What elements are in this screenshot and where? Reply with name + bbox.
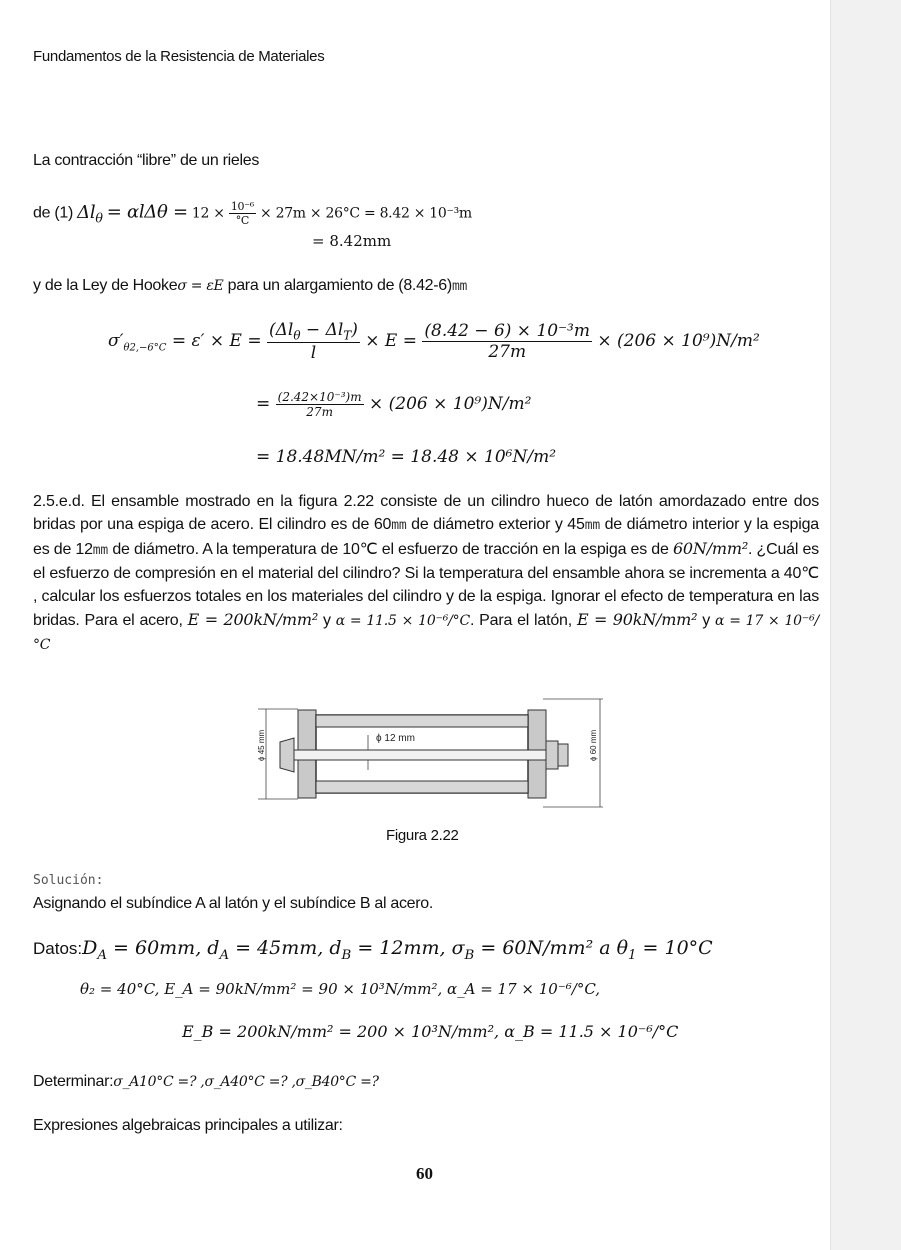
frac1-mid: − Δl: [300, 320, 344, 340]
datos-line-3: E_B = 200kN/mm² = 200 × 10³N/mm², α_B = 11.5 × 10⁻⁶/°C: [182, 1022, 679, 1041]
math-inline: 60N/mm²: [672, 539, 749, 558]
sigma-tail-1: × (206 × 10⁹)N/m²: [597, 331, 760, 352]
equation-prefix: de (1): [33, 204, 73, 222]
sigma-lhs: σ′: [108, 331, 124, 352]
datos-line-2: θ₂ = 40°C, E_A = 90kN/mm² = 90 × 10³N/mm², α_A = 17 × 10⁻⁶/°C,: [80, 980, 601, 998]
problem-text: . ¿Cuál es el esfuerzo de compresión en el material del cilindro? Si la temperatura del ensamble ahora se incrementa a 40℃ , calcular los esfuerzos totales en los materiales del cilindro y de la espiga. Ignorar el efecto de temperatura en las bridas. Para el acero,: [33, 541, 819, 629]
datos-val: = 12mm, σ: [351, 937, 465, 959]
frac3-den: 27m: [306, 405, 333, 419]
times-e: × E =: [365, 331, 417, 352]
dim-pin-label: ϕ 12 mm: [376, 733, 415, 744]
frac1-sub: θ: [293, 328, 301, 343]
sigma-equation: [108, 320, 760, 363]
unit: mm: [391, 518, 407, 533]
frac3-num: (2.42×10⁻³)m: [277, 390, 362, 404]
datos-val: = 10°C: [636, 937, 713, 959]
hooke-tail: para un alargamiento de (8.42-6): [227, 277, 452, 294]
datos-val: D: [82, 937, 98, 959]
assembly-drawing: [258, 695, 608, 815]
problem-text: de diámetro. A la temperatura de 10℃ el esfuerzo de tracción en la espiga es de: [108, 541, 673, 558]
problem-text: de diámetro interior y la espiga es de 12: [33, 516, 819, 558]
eq1-fraction: [229, 200, 256, 227]
unit: mm: [92, 543, 109, 558]
hooke-unit: mm: [451, 279, 467, 294]
problem-text: y: [318, 612, 336, 629]
sigma-frac-1: [267, 320, 360, 363]
eq2-tail: × (206 × 10⁹)N/m²: [369, 394, 532, 414]
math-inline: α = 17 × 10⁻⁶/°C: [33, 613, 820, 653]
determinar-values: σ_A10°C =? ,σ_A40°C =? ,σ_B40°C =?: [113, 1074, 379, 1090]
datos-sub: B: [464, 947, 475, 963]
determinar-line: [33, 1073, 379, 1091]
eq1-lhs: Δl: [77, 201, 96, 223]
datos-val: = 60N/mm² a θ: [474, 937, 629, 959]
sidebar-panel: [830, 0, 901, 1250]
sigma-lhs-sub: θ2,−6°C: [123, 342, 167, 354]
expresiones-line: Expresiones algebraicas principales a utilizar:: [33, 1117, 343, 1134]
determinar-label: Determinar:: [33, 1073, 114, 1090]
math-inline: E = 200kN/mm²: [187, 610, 319, 629]
datos-val: = 45mm, d: [229, 937, 342, 959]
datos-line-1: [33, 937, 713, 963]
problem-text: El ensamble mostrado en la figura 2.22 consiste de un cilindro hueco de latón amordazado entre dos bridas por una espiga de acero. El cilindro es de 60: [33, 493, 819, 533]
math-inline: E = 90kN/mm²: [576, 610, 698, 629]
intro-line: La contracción “libre” de un rieles: [33, 152, 260, 169]
datos-sub: A: [97, 947, 107, 963]
problem-text: de diámetro exterior y 45: [406, 516, 585, 533]
frac1-den: l: [310, 343, 317, 364]
eq2-prefix: =: [256, 394, 271, 414]
math-inline: α = 11.5 × 10⁻⁶/°C: [335, 613, 470, 629]
eq1-result: = 8.42mm: [312, 232, 392, 250]
figure-caption: Figura 2.22: [386, 827, 459, 844]
problem-text: y: [697, 612, 716, 629]
datos-sub: 1: [628, 947, 637, 963]
frac2-den: 27m: [488, 342, 527, 363]
frac1-sub2: T: [343, 328, 352, 343]
unit: mm: [584, 518, 600, 533]
eq1-frac-num: 10⁻⁶: [230, 200, 254, 213]
hooke-text: y de la Ley de Hooke: [33, 277, 178, 294]
problem-number: 2.5.e.d.: [33, 493, 85, 510]
solution-label: Solución:: [33, 873, 104, 888]
equation-1: [33, 200, 472, 227]
equation-3: = 18.48MN/m² = 18.48 × 10⁶N/m²: [256, 447, 557, 467]
datos-sub: B: [341, 947, 352, 963]
figure-assembly: [258, 695, 608, 815]
eq1-rhs: = αlΔθ =: [106, 201, 188, 223]
hooke-line: [33, 277, 467, 295]
dim-inner-label: ϕ 45 mm: [257, 729, 266, 761]
frac1-num: (Δl: [269, 320, 294, 340]
running-header: Fundamentos de la Resistencia de Materiales: [33, 48, 325, 65]
datos-val: = 60mm, d: [106, 937, 220, 959]
frac2-num: (8.42 − 6) × 10⁻³m: [424, 321, 590, 342]
eq1-lhs-sub: θ: [95, 210, 103, 226]
eq2-frac: [276, 390, 364, 419]
eq1-a: 12 ×: [191, 205, 225, 222]
problem-statement: [33, 490, 819, 657]
dim-outer-label: ϕ 60 mm: [589, 729, 598, 761]
frac1-end: ): [351, 320, 358, 340]
eq1-frac-den: °C: [235, 214, 250, 227]
page-number: 60: [416, 1164, 433, 1183]
datos-label: Datos:: [33, 939, 83, 958]
problem-text: . Para el latón,: [469, 612, 577, 629]
sigma-eq: = ε′ × E =: [171, 331, 262, 352]
sigma-frac-2: [422, 321, 592, 362]
assign-line: Asignando el subíndice A al latón y el subíndice B al acero.: [33, 895, 434, 912]
eq1-b: × 27m × 26°C = 8.42 × 10⁻³m: [260, 205, 472, 222]
datos-sub: A: [219, 947, 230, 963]
hooke-formula: σ = εE: [177, 278, 224, 294]
equation-2: [256, 390, 531, 419]
